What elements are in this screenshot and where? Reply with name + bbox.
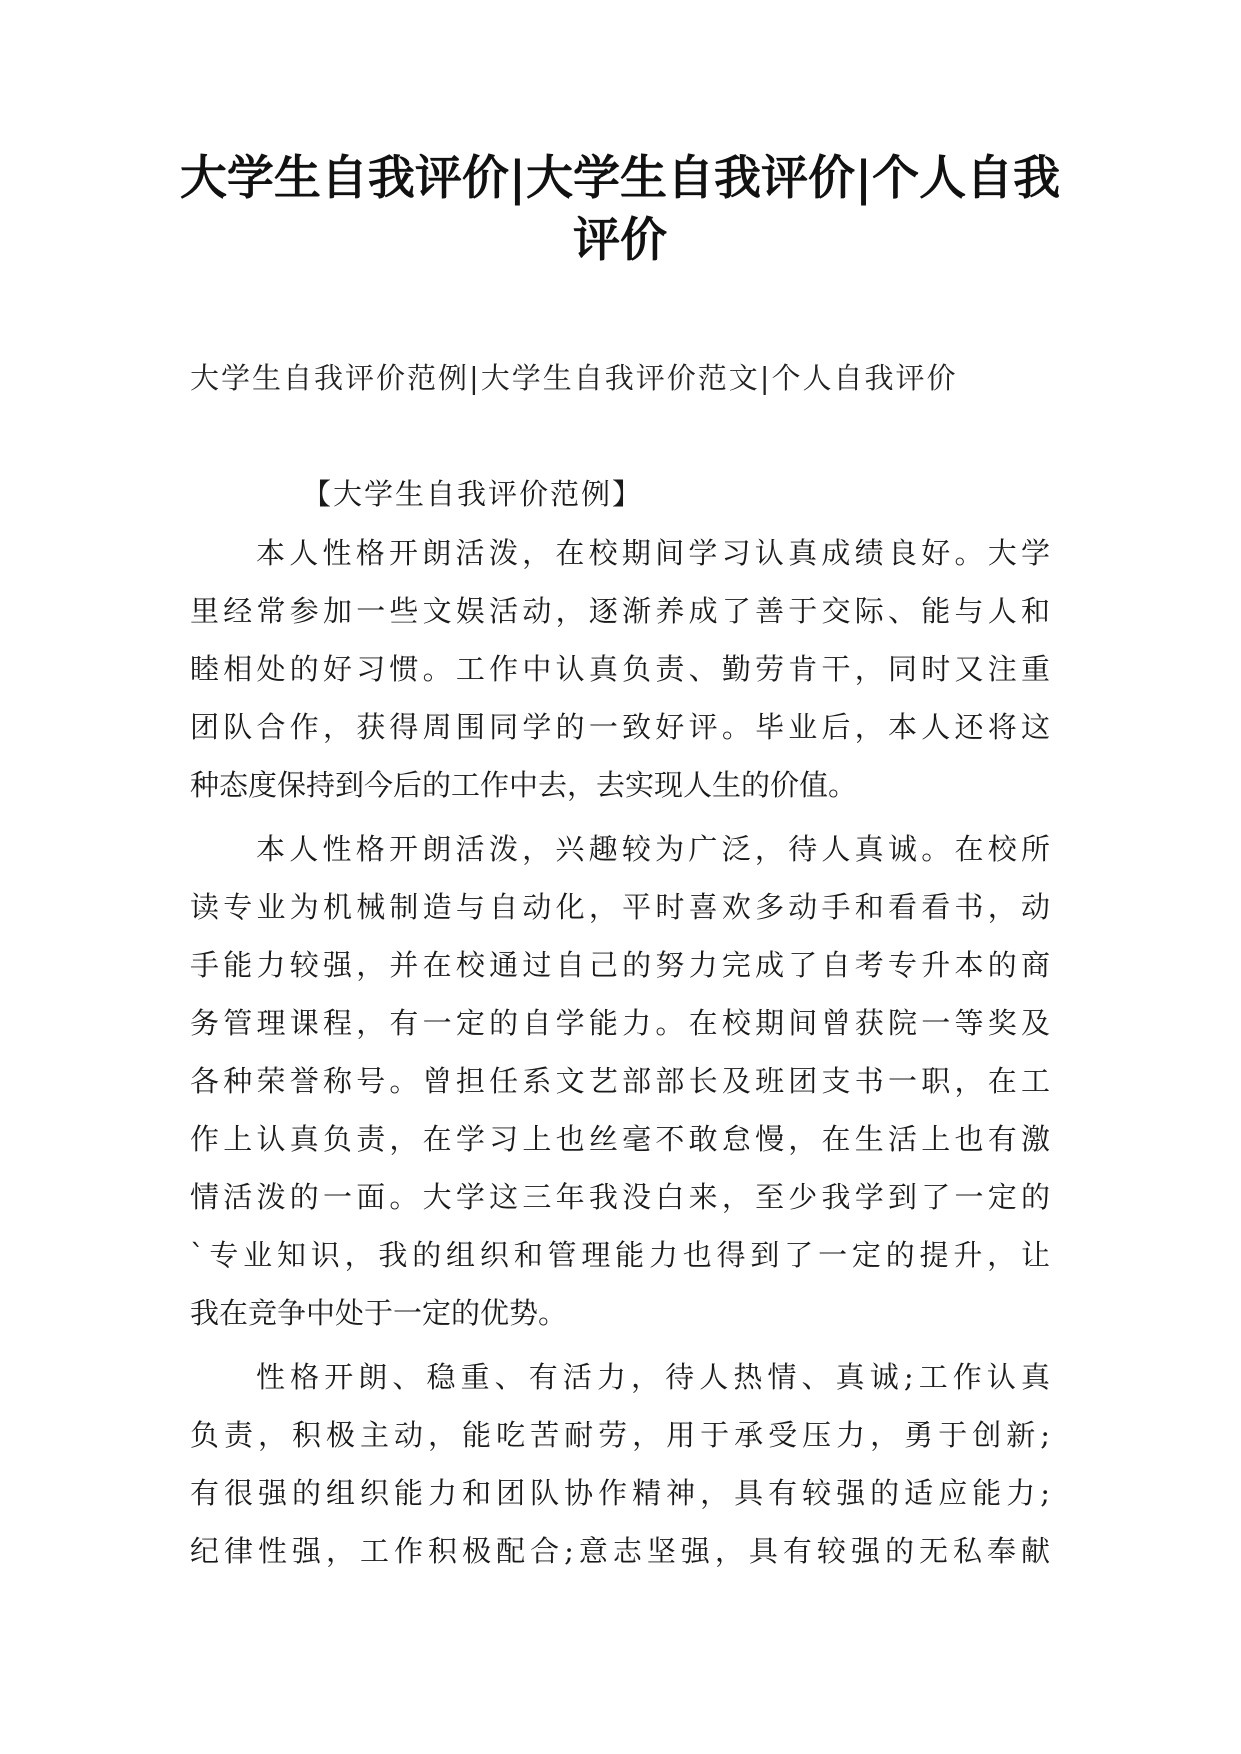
paragraph-line: 作上认真负责，在学习上也丝毫不敢怠慢，在生活上也有激 (190, 1122, 1050, 1156)
paragraph-line: 读专业为机械制造与自动化，平时喜欢多动手和看看书，动 (190, 890, 1050, 924)
document-title: 大学生自我评价|大学生自我评价|个人自我评价 (179, 151, 1061, 268)
paragraph-line: 纪律性强，工作积极配合;意志坚强，具有较强的无私奉献 (190, 1534, 1050, 1568)
paragraph-line: 有很强的组织能力和团队协作精神，具有较强的适应能力; (190, 1476, 1050, 1510)
paragraph-line: 我在竞争中处于一定的优势。 (190, 1296, 568, 1330)
paragraph-line: 情活泼的一面。大学这三年我没白来，至少我学到了一定的 (190, 1180, 1050, 1214)
section-heading: 【大学生自我评价范例】 (302, 477, 644, 511)
paragraph-line: 负责，积极主动，能吃苦耐劳，用于承受压力，勇于创新; (190, 1418, 1050, 1452)
paragraph-1 (190, 524, 1050, 814)
paragraph-line: 团队合作，获得周围同学的一致好评。毕业后，本人还将这 (190, 710, 1050, 744)
paragraph-line: 睦相处的好习惯。工作中认真负责、勤劳肯干，同时又注重 (190, 652, 1050, 686)
paragraph-line: 手能力较强，并在校通过自己的努力完成了自考专升本的商 (190, 948, 1050, 982)
document-subtitle: 大学生自我评价范例|大学生自我评价范文|个人自我评价 (190, 361, 958, 395)
paragraph-line: 务管理课程，有一定的自学能力。在校期间曾获院一等奖及 (190, 1006, 1050, 1040)
paragraph-line: 各种荣誉称号。曾担任系文艺部部长及班团支书一职，在工 (190, 1064, 1050, 1098)
paragraph-3 (190, 1348, 1050, 1580)
paragraph-2 (190, 820, 1050, 1342)
document-body (190, 474, 1050, 1580)
paragraph-line: 本人性格开朗活泼，兴趣较为广泛，待人真诚。在校所 (256, 832, 1050, 866)
paragraph-line: `专业知识，我的组织和管理能力也得到了一定的提升，让 (190, 1238, 1050, 1272)
paragraph-line: 本人性格开朗活泼，在校期间学习认真成绩良好。大学 (256, 536, 1050, 570)
paragraph-line: 种态度保持到今后的工作中去，去实现人生的价值。 (190, 768, 858, 802)
paragraph-line: 性格开朗、稳重、有活力，待人热情、真诚;工作认真 (256, 1360, 1050, 1394)
paragraph-line: 里经常参加一些文娱活动，逐渐养成了善于交际、能与人和 (190, 594, 1050, 628)
